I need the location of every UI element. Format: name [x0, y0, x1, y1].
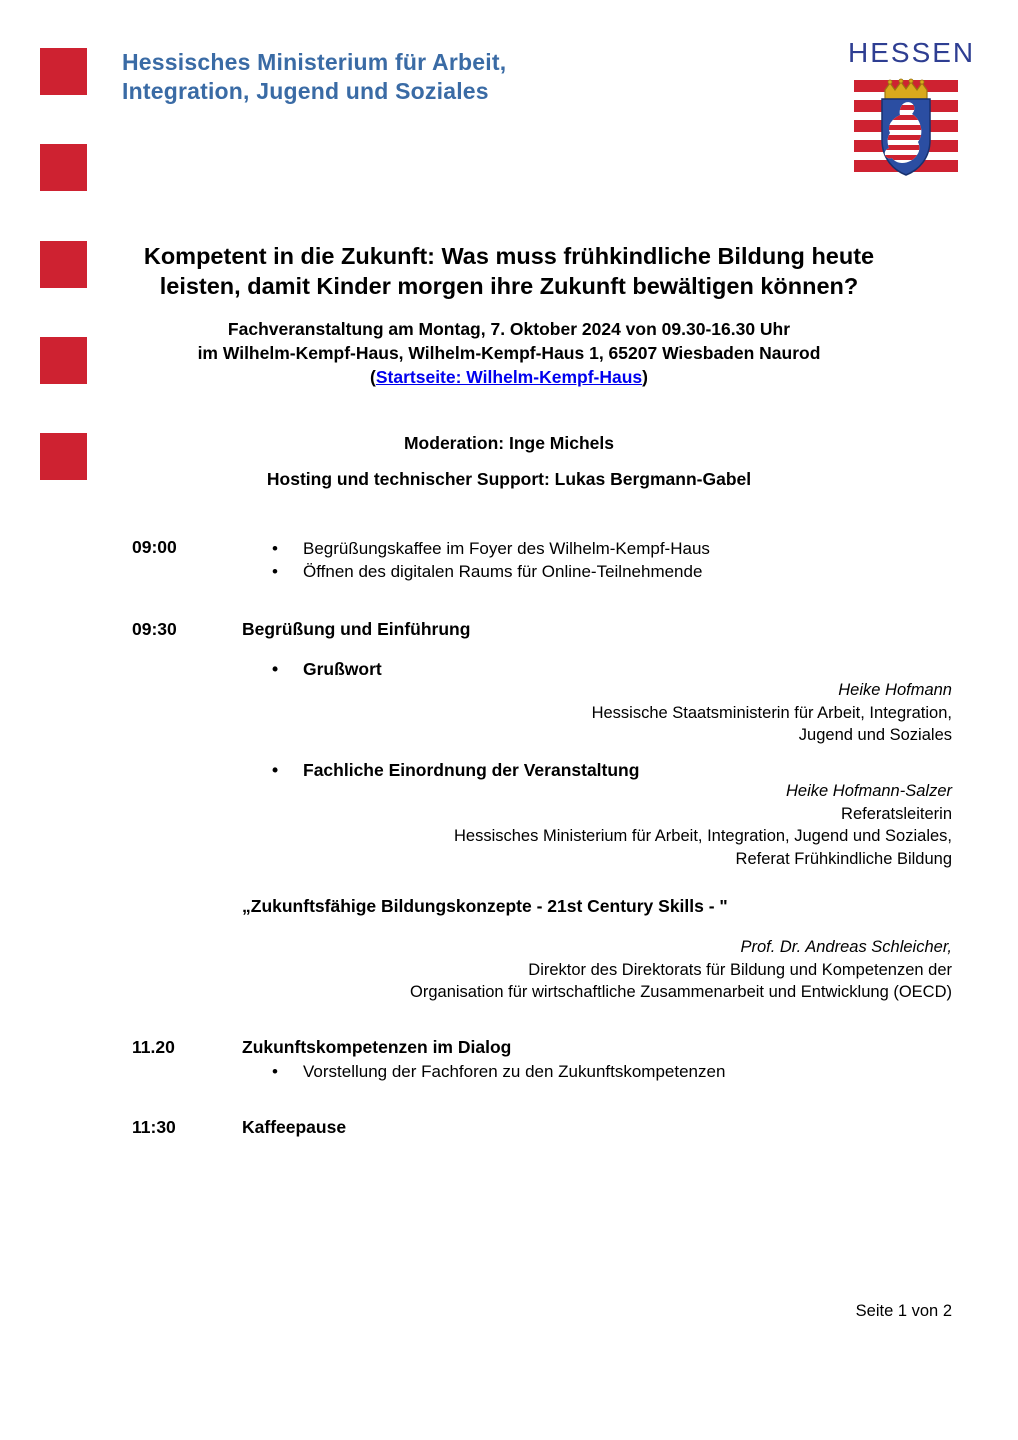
time-label-1120: 11.20	[132, 1037, 175, 1057]
speaker-role: Direktor des Direktorats für Bildung und Kompetenzen der	[528, 960, 952, 979]
bullet-text: Vorstellung der Fachforen zu den Zukunftskompetenzen	[303, 1062, 726, 1081]
page-title	[0, 241, 1018, 301]
event-location-line: im Wilhelm-Kempf-Haus, Wilhelm-Kempf-Haus 1, 65207 Wiesbaden Naurod	[197, 343, 821, 363]
schedule-bullet-item	[272, 560, 702, 583]
bullet-icon: •	[272, 539, 278, 558]
ministry-name	[122, 48, 506, 106]
ministry-name-line1: Hessisches Ministerium für Arbeit,	[122, 49, 507, 75]
red-square-decoration	[40, 48, 87, 95]
speaker-role: Organisation für wirtschaftliche Zusammenarbeit und Entwicklung (OECD)	[410, 983, 952, 1001]
time-label-0930: 09:30	[132, 619, 177, 639]
page-title-line2: leisten, damit Kinder morgen ihre Zukunft bewältigen können?	[159, 273, 859, 299]
speaker-role: Hessische Staatsministerin für Arbeit, Integration,	[591, 703, 952, 722]
bullet-text: Öffnen des digitalen Raums für Online-Teilnehmende	[303, 562, 703, 581]
bullet-text: Grußwort	[303, 659, 382, 679]
schedule-bullet-item	[272, 1060, 725, 1083]
bullet-icon: •	[272, 562, 278, 581]
event-info	[0, 317, 1018, 389]
speaker-block-hofmann-salzer	[132, 780, 952, 870]
speaker-name: Prof. Dr. Andreas Schleicher,	[740, 938, 952, 956]
slot-heading-kaffeepause: Kaffeepause	[242, 1117, 347, 1137]
hosting-line: Hosting und technischer Support: Lukas Bergmann-Gabel	[266, 469, 752, 489]
link-open-paren: (	[370, 367, 376, 387]
page-number: Seite 1 von 2	[855, 1302, 952, 1320]
slot-heading-begruessung: Begrüßung und Einführung	[242, 619, 471, 639]
speaker-role: Referatsleiterin	[841, 804, 952, 823]
speaker-block-schleicher	[132, 936, 952, 1004]
slot-heading-zukunftskompetenzen: Zukunftskompetenzen im Dialog	[242, 1037, 512, 1057]
time-label-1130: 11:30	[132, 1117, 176, 1137]
link-close-paren: )	[642, 367, 648, 387]
bullet-icon: •	[272, 1062, 278, 1081]
schedule-bullet-item	[272, 658, 382, 681]
speaker-name: Heike Hofmann-Salzer	[786, 782, 952, 800]
moderation-line: Moderation: Inge Michels	[403, 433, 615, 453]
schedule-bullet-item	[272, 537, 710, 560]
ministry-name-line2: Integration, Jugend und Soziales	[122, 78, 489, 104]
page-title-line1: Kompetent in die Zukunft: Was muss frühkindliche Bildung heute	[143, 243, 875, 269]
red-square-decoration	[40, 144, 87, 191]
wilhelm-kempf-haus-link[interactable]: Startseite: Wilhelm-Kempf-Haus	[375, 367, 643, 387]
keynote-title: „Zukunftsfähige Bildungskonzepte - 21st Century Skills - "	[242, 896, 728, 916]
speaker-role: Referat Frühkindliche Bildung	[735, 849, 952, 868]
speaker-block-hofmann	[132, 679, 952, 747]
bullet-icon: •	[272, 760, 279, 780]
speaker-role: Jugend und Soziales	[798, 726, 952, 744]
time-label-0900: 09:00	[132, 537, 177, 557]
bullet-text: Begrüßungskaffee im Foyer des Wilhelm-Kempf-Haus	[303, 539, 710, 558]
speaker-name: Heike Hofmann	[838, 681, 952, 699]
bullet-text: Fachliche Einordnung der Veranstaltung	[303, 760, 640, 780]
schedule-bullet-item	[272, 759, 639, 782]
speaker-role: Hessisches Ministerium für Arbeit, Integration, Jugend und Soziales,	[454, 827, 952, 845]
event-date-line: Fachveranstaltung am Montag, 7. Oktober 2024 von 09.30-16.30 Uhr	[227, 319, 791, 339]
event-link-line	[0, 365, 1018, 389]
hessen-coat-of-arms-icon	[854, 78, 958, 182]
hessen-wordmark: HESSEN	[848, 37, 976, 68]
hessen-logo	[848, 37, 976, 182]
bullet-icon: •	[272, 659, 279, 679]
